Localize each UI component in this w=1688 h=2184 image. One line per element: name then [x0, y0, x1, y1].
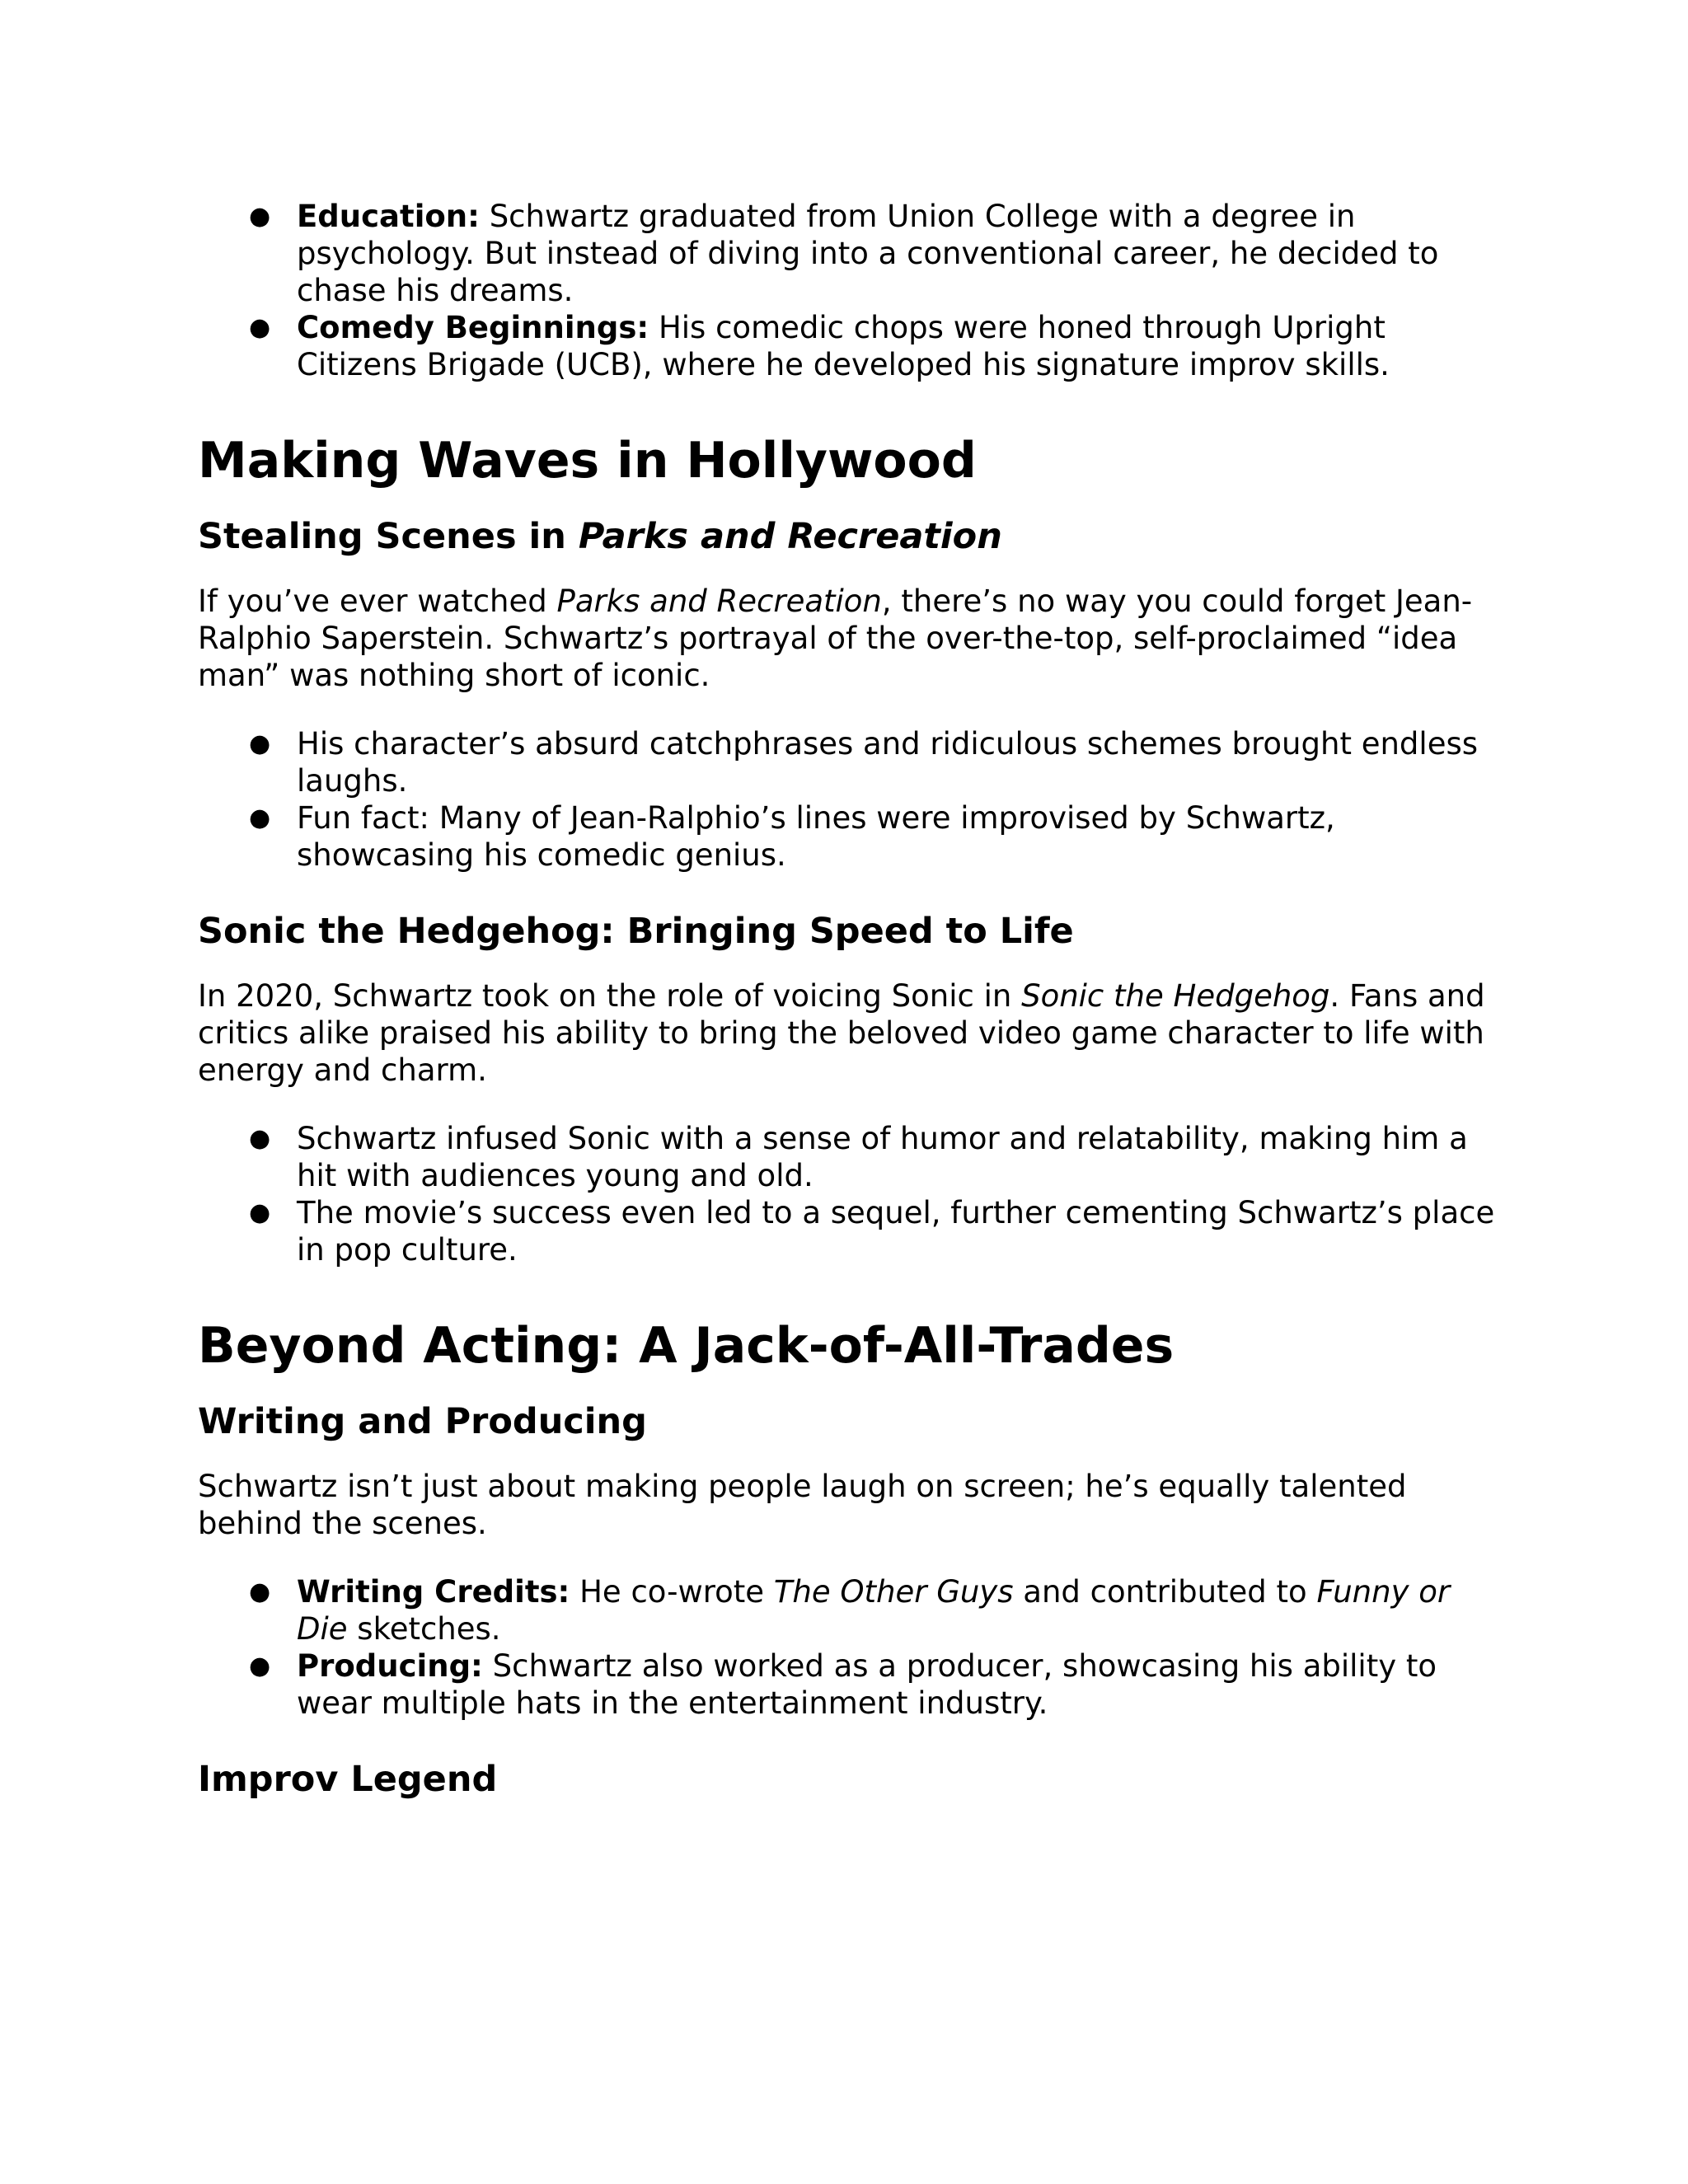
writing-bullet-list	[198, 1573, 1500, 1722]
list-item-comedy-beginnings	[198, 309, 1500, 383]
bullet-text: Schwartz graduated from Union College with a degree in psychology. But instead of diving into a conventional career, he decided to chase his dreams.	[297, 199, 1439, 308]
bullet-icon: ●	[249, 1124, 271, 1153]
bullet-icon: ●	[249, 202, 271, 231]
bullet-icon: ●	[249, 804, 271, 832]
paragraph-writing: Schwartz isn’t just about making people laugh on screen; he’s equally talented behind the scenes.	[198, 1469, 1407, 1541]
bullet-label: Writing Credits:	[297, 1574, 570, 1610]
bullet-text: and contributed to	[1013, 1574, 1317, 1610]
paragraph-sonic	[198, 977, 1500, 1089]
bullet-text: The movie’s success even led to a sequel, further cementing Schwartz’s place in pop culture.	[297, 1195, 1495, 1268]
document-page	[198, 198, 1500, 1801]
paragraph-text: If you’ve ever watched	[198, 583, 557, 619]
paragraph-text: , there’s no way you could forget Jean-Ralphio Saperstein. Schwartz’s portrayal of the over-the-top, self-proclaimed “idea man” was nothing short of iconic.	[198, 583, 1473, 693]
paragraph-italic: Parks and Recreation	[556, 583, 882, 619]
bullet-text: His character’s absurd catchphrases and ridiculous schemes brought endless laughs.	[297, 726, 1479, 799]
paragraph-parks	[198, 583, 1500, 694]
bullet-text: He co-wrote	[570, 1574, 774, 1610]
heading-beyond-acting: Beyond Acting: A Jack-of-All-Trades	[198, 1317, 1175, 1375]
subheading-sonic: Sonic the Hedgehog: Bringing Speed to Life	[198, 911, 1074, 952]
bullet-icon: ●	[249, 729, 271, 758]
subheading-text: Stealing Scenes in	[198, 516, 579, 557]
bullet-text: sketches.	[347, 1611, 501, 1647]
list-item-education	[198, 198, 1500, 309]
list-item	[198, 1120, 1500, 1194]
bullet-text: Fun fact: Many of Jean-Ralphio’s lines were improvised by Schwartz, showcasing his comedic genius.	[297, 800, 1335, 873]
bullet-label: Education:	[297, 199, 480, 234]
bullet-icon: ●	[249, 1198, 271, 1227]
bullet-italic: Funny or Die	[297, 1574, 1451, 1647]
bullet-text: Schwartz also worked as a producer, showcasing his ability to wear multiple hats in the entertainment industry.	[297, 1648, 1437, 1721]
bullet-italic: The Other Guys	[773, 1574, 1014, 1610]
subheading-italic: Parks and Recreation	[578, 516, 1002, 557]
sonic-bullet-list	[198, 1120, 1500, 1268]
list-item	[198, 799, 1500, 874]
list-item	[198, 1194, 1500, 1268]
parks-bullet-list	[198, 725, 1500, 874]
bullet-icon: ●	[249, 1652, 271, 1680]
bullet-icon: ●	[249, 313, 271, 342]
subheading-improv-legend: Improv Legend	[198, 1759, 498, 1800]
intro-bullet-list	[198, 198, 1500, 383]
bullet-label: Producing:	[297, 1648, 483, 1684]
subheading-writing-producing: Writing and Producing	[198, 1401, 647, 1442]
bullet-text: His comedic chops were honed through Upright Citizens Brigade (UCB), where he developed his signature improv skills.	[297, 310, 1390, 382]
list-item	[198, 725, 1500, 799]
heading-making-waves: Making Waves in Hollywood	[198, 432, 977, 490]
paragraph-italic: Sonic the Hedgehog	[1021, 978, 1330, 1014]
list-item-writing-credits	[198, 1573, 1500, 1647]
bullet-label: Comedy Beginnings:	[297, 310, 649, 345]
subheading-parks-and-recreation	[198, 515, 1500, 558]
paragraph-text: In 2020, Schwartz took on the role of voicing Sonic in	[198, 978, 1022, 1014]
paragraph-text: . Fans and critics alike praised his ability to bring the beloved video game character to life with energy and charm.	[198, 978, 1485, 1088]
bullet-icon: ●	[249, 1577, 271, 1606]
bullet-text: Schwartz infused Sonic with a sense of humor and relatability, making him a hit with audiences young and old.	[297, 1121, 1468, 1193]
list-item-producing	[198, 1647, 1500, 1722]
